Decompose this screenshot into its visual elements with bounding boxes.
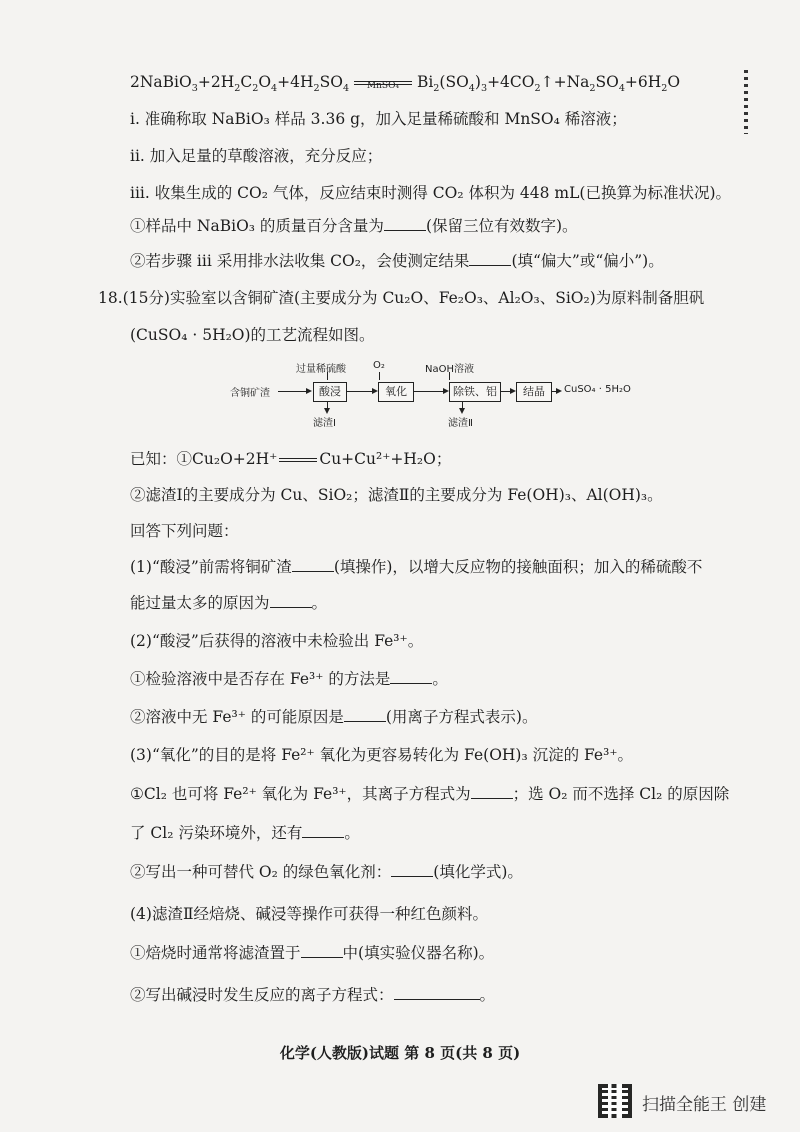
text: Cu+Cu²⁺+H₂O； xyxy=(319,450,452,468)
flow-step-remove-fe-al: 除铁、铝 xyxy=(449,382,501,402)
q18-part1-line1 xyxy=(130,556,702,578)
answer-blank[interactable] xyxy=(270,593,312,608)
eq-part: 2NaBiO xyxy=(130,73,192,91)
answer-blank[interactable] xyxy=(394,985,480,1000)
page-footer: 化学(人教版)试题 第 8 页(共 8 页) xyxy=(279,1044,521,1062)
answer-blank[interactable] xyxy=(292,557,334,572)
q18-intro1 xyxy=(98,287,704,309)
eq-part: (SO xyxy=(439,73,469,91)
q18-part2-b xyxy=(130,706,537,728)
eq-part: ) xyxy=(474,73,481,91)
flow-residue2: 滤渣Ⅱ xyxy=(448,418,473,429)
text: 。 xyxy=(479,986,496,1004)
text: (1)“酸浸”前需将铜矿渣 xyxy=(130,558,292,576)
text: ②写出一种可替代 O₂ 的绿色氧化剂： xyxy=(130,863,392,881)
answer-intro: 回答下列问题： xyxy=(130,522,239,540)
text: ①Cu₂O+2H⁺ xyxy=(176,450,278,468)
flow-input: 含铜矿渣 xyxy=(230,388,270,399)
question-number: 18. xyxy=(98,289,123,307)
text: (填化学式)。 xyxy=(433,863,523,881)
q18-part4: (4)滤渣Ⅱ经焙烧、碱浸等操作可获得一种红色颜料。 xyxy=(130,905,488,923)
text: ①检验溶液中是否存在 Fe³⁺ 的方法是 xyxy=(130,670,391,688)
text: ①焙烧时通常将滤渣置于 xyxy=(130,944,301,962)
q18-part1-line2 xyxy=(130,592,327,614)
flow-step-crystallize: 结晶 xyxy=(516,382,552,402)
step-iii: iii. 收集生成的 CO₂ 气体，反应结束时测得 CO₂ 体积为 448 mL(已换算为标准状况)。 xyxy=(130,184,732,202)
known-1 xyxy=(130,448,451,470)
text: (15分)实验室以含铜矿渣(主要成分为 Cu₂O、Fe₂O₃、Al₂O₃、SiO₂)为原料制备胆矾 xyxy=(122,289,705,307)
text: ②写出碱浸时发生反应的离子方程式： xyxy=(130,986,394,1004)
q18-intro2: (CuSO₄ · 5H₂O)的工艺流程如图。 xyxy=(130,326,375,344)
catalyst-label: MnSO₄ xyxy=(366,81,400,91)
reaction-equation: $2NaBiO_3+2H_2C_2O_4+4H_2SO_4$ MnSO₄ $Bi_2(SO_4)_3+4CO_2↑+Na_2SO_4+6H_2O$ xyxy=(130,71,680,93)
binding-dots xyxy=(744,70,748,134)
text: (填“偏大”或“偏小”)。 xyxy=(511,252,664,270)
q18-part2: (2)“酸浸”后获得的溶液中未检验出 Fe³⁺。 xyxy=(130,632,424,650)
text: ；选 O₂ 而不选择 Cl₂ 的原因除 xyxy=(512,785,730,803)
eq-part: Bi xyxy=(416,73,434,91)
text: ①Cl₂ 也可将 Fe²⁺ 氧化为 Fe³⁺，其离子方程式为 xyxy=(130,785,471,803)
q18-part3-a-line1 xyxy=(130,783,729,805)
q18-part3-a-line2 xyxy=(130,822,360,844)
flow-step-acid-leach: 酸浸 xyxy=(313,382,347,402)
eq-part: C xyxy=(240,73,253,91)
text: (保留三位有效数字)。 xyxy=(425,217,578,235)
q18-part3: (3)“氧化”的目的是将 Fe²⁺ 氧化为更容易转化为 Fe(OH)₃ 沉淀的 Fe³⁺。 xyxy=(130,746,634,764)
q17-part1 xyxy=(130,215,578,237)
known-2: ②滤渣Ⅰ的主要成分为 Cu、SiO₂；滤渣Ⅱ的主要成分为 Fe(OH)₃、Al(OH)₃。 xyxy=(130,486,663,504)
flow-reagent3: NaOH溶液 xyxy=(425,364,474,375)
text: ②溶液中无 Fe³⁺ 的可能原因是 xyxy=(130,708,344,726)
answer-blank[interactable] xyxy=(471,784,513,799)
text: 。 xyxy=(311,594,328,612)
text: 中(填实验仪器名称)。 xyxy=(342,944,495,962)
text: 了 Cl₂ 污染环境外，还有 xyxy=(130,824,303,842)
text: 已知： xyxy=(130,450,177,468)
process-flow-diagram xyxy=(230,360,631,430)
qr-code-icon xyxy=(598,1084,632,1118)
eq-part: +2H xyxy=(197,73,235,91)
text: ①样品中 NaBiO₃ 的质量百分含量为 xyxy=(130,217,384,235)
step-ii: ii. 加入足量的草酸溶液，充分反应； xyxy=(130,147,383,165)
eq-part: O xyxy=(258,73,272,91)
q18-part2-a xyxy=(130,668,448,690)
eq-part: ↑+Na xyxy=(540,73,590,91)
q18-part4-b xyxy=(130,984,495,1006)
answer-blank[interactable] xyxy=(391,862,433,877)
q18-part4-a xyxy=(130,942,494,964)
text: 能过量太多的原因为 xyxy=(130,594,270,612)
answer-blank[interactable] xyxy=(301,943,343,958)
eq-part: O xyxy=(667,73,681,91)
flow-step-oxidize: 氧化 xyxy=(378,382,414,402)
scanner-watermark: 扫描全能王 创建 xyxy=(642,1095,767,1115)
answer-blank[interactable] xyxy=(469,251,511,266)
answer-blank[interactable] xyxy=(344,707,386,722)
text: (用离子方程式表示)。 xyxy=(385,708,538,726)
q18-part3-b xyxy=(130,861,523,883)
flow-reagent2: O₂ xyxy=(373,360,385,371)
eq-part: SO xyxy=(319,73,343,91)
eq-part: SO xyxy=(595,73,619,91)
eq-part: +4CO xyxy=(487,73,535,91)
flow-product: CuSO₄ · 5H₂O xyxy=(564,384,631,395)
text: (填操作)，以增大反应物的接触面积；加入的稀硫酸不 xyxy=(333,558,703,576)
text: 。 xyxy=(344,824,360,842)
answer-blank[interactable] xyxy=(302,823,344,838)
flow-residue1: 滤渣Ⅰ xyxy=(313,418,336,429)
answer-blank[interactable] xyxy=(384,216,426,231)
text: 。 xyxy=(432,670,448,688)
eq-part: +4H xyxy=(277,73,314,91)
step-i: i. 准确称取 NaBiO₃ 样品 3.36 g，加入足量稀硫酸和 MnSO₄ 稀溶液； xyxy=(130,110,627,128)
text: ②若步骤 iii 采用排水法收集 CO₂，会使测定结果 xyxy=(130,252,470,270)
q17-part2 xyxy=(130,250,664,272)
flow-reagent1: 过量稀硫酸 xyxy=(296,364,346,375)
answer-blank[interactable] xyxy=(390,669,432,684)
eq-part: +6H xyxy=(624,73,662,91)
